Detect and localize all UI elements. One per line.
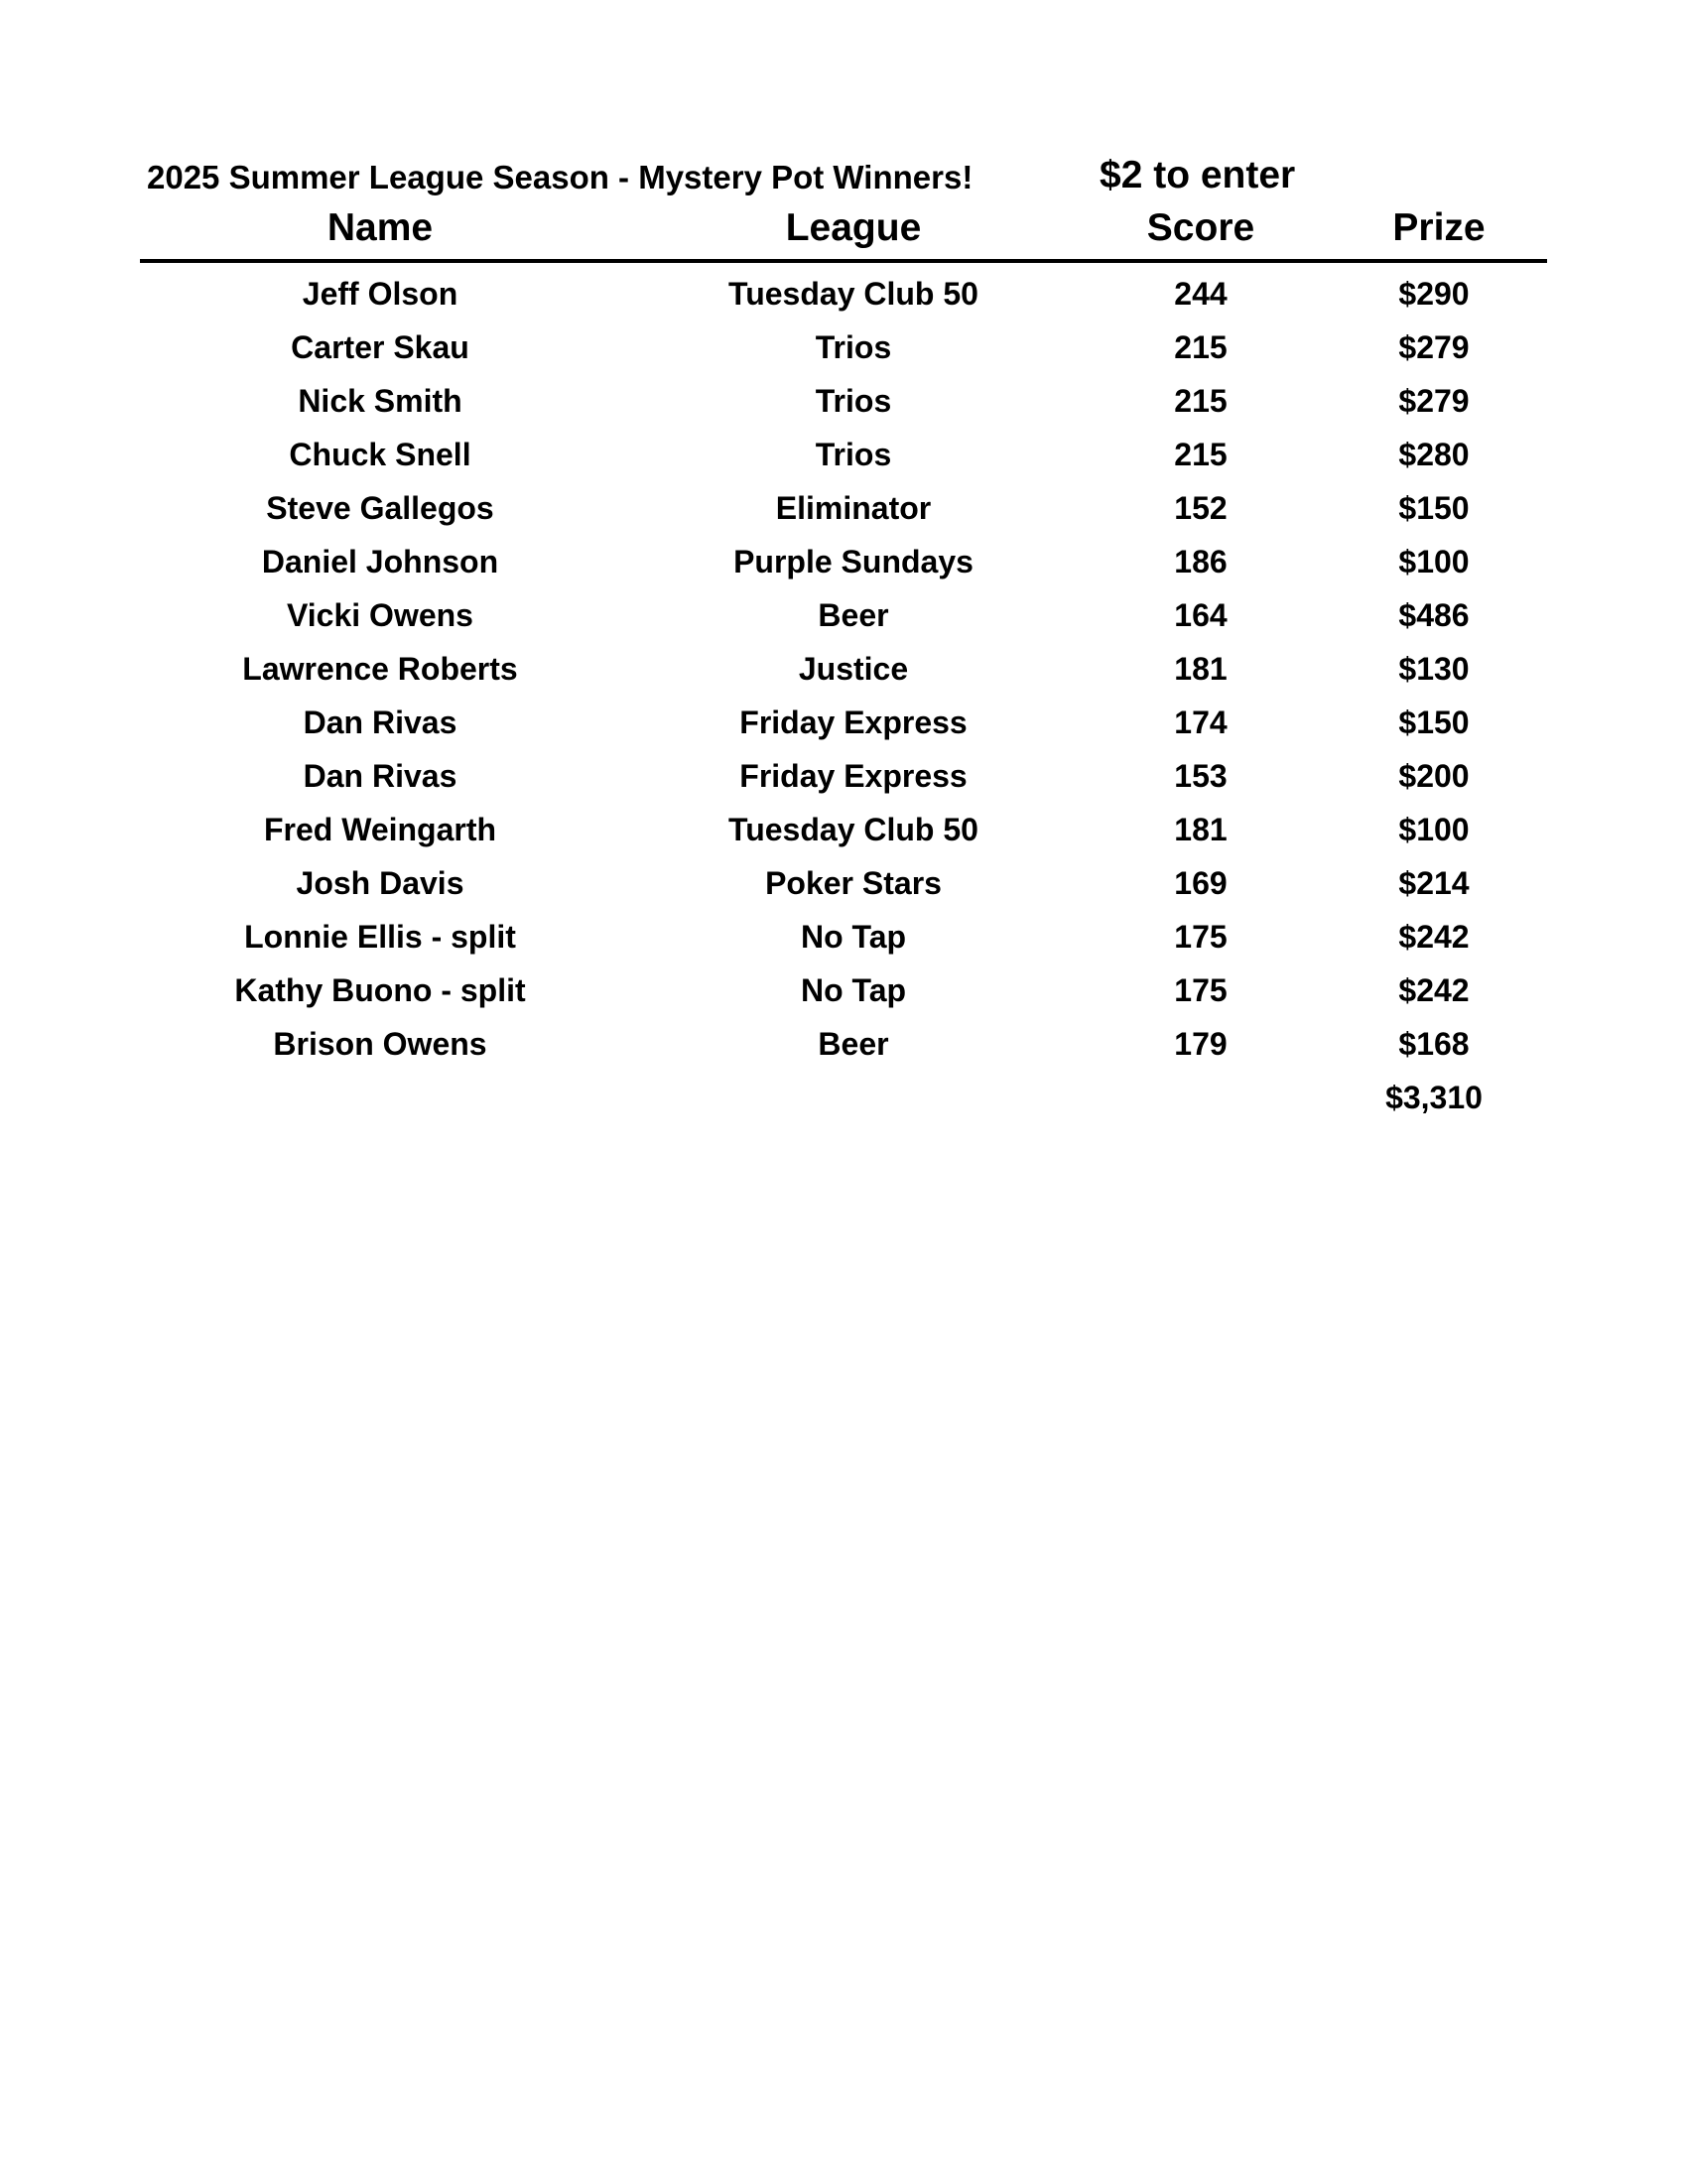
header-league: League bbox=[785, 206, 922, 249]
row-score: 215 bbox=[1174, 329, 1228, 365]
row-score: 244 bbox=[1174, 276, 1228, 312]
row-league: Tuesday Club 50 bbox=[728, 812, 978, 847]
row-score: 175 bbox=[1174, 919, 1228, 955]
row-league: No Tap bbox=[800, 919, 907, 955]
row-name: Nick Smith bbox=[298, 383, 462, 419]
table-row bbox=[0, 433, 1688, 486]
row-prize: $168 bbox=[1398, 1026, 1470, 1062]
row-league: Beer bbox=[818, 597, 889, 633]
header-name: Name bbox=[326, 206, 434, 249]
row-prize: $150 bbox=[1398, 490, 1470, 526]
table-row bbox=[0, 808, 1688, 861]
table-row bbox=[0, 861, 1688, 915]
table-row bbox=[0, 915, 1688, 968]
row-prize: $280 bbox=[1398, 437, 1470, 472]
row-score: 181 bbox=[1174, 651, 1228, 687]
row-score: 174 bbox=[1174, 705, 1228, 740]
row-league: Tuesday Club 50 bbox=[728, 276, 978, 312]
row-score: 186 bbox=[1174, 544, 1228, 579]
row-prize: $214 bbox=[1398, 865, 1470, 901]
table-row bbox=[0, 701, 1688, 754]
row-name: Dan Rivas bbox=[303, 758, 457, 794]
row-score: 169 bbox=[1174, 865, 1228, 901]
table-row bbox=[0, 272, 1688, 325]
table-row bbox=[0, 1022, 1688, 1076]
row-name: Brison Owens bbox=[273, 1026, 487, 1062]
row-prize: $130 bbox=[1398, 651, 1470, 687]
row-score: 152 bbox=[1174, 490, 1228, 526]
row-name: Lawrence Roberts bbox=[242, 651, 518, 687]
table-row bbox=[0, 486, 1688, 540]
row-league: Trios bbox=[815, 329, 892, 365]
table-row bbox=[0, 540, 1688, 593]
row-score: 153 bbox=[1174, 758, 1228, 794]
row-name: Daniel Johnson bbox=[261, 544, 499, 579]
row-name: Chuck Snell bbox=[289, 437, 471, 472]
row-score: 175 bbox=[1174, 972, 1228, 1008]
row-name: Fred Weingarth bbox=[263, 812, 497, 847]
document-title: 2025 Summer League Season - Mystery Pot Winners! bbox=[147, 159, 974, 195]
row-league: Friday Express bbox=[739, 705, 968, 740]
row-score: 179 bbox=[1174, 1026, 1228, 1062]
row-league: Eliminator bbox=[775, 490, 932, 526]
table-row bbox=[0, 647, 1688, 701]
winners-table-body bbox=[0, 272, 1688, 1076]
row-prize: $242 bbox=[1398, 972, 1470, 1008]
row-name: Carter Skau bbox=[291, 329, 469, 365]
entry-fee-note: $2 to enter bbox=[1100, 154, 1296, 196]
row-league: Beer bbox=[818, 1026, 889, 1062]
row-prize: $200 bbox=[1398, 758, 1470, 794]
table-row bbox=[0, 968, 1688, 1022]
row-name: Jeff Olson bbox=[302, 276, 458, 312]
row-name: Vicki Owens bbox=[287, 597, 473, 633]
row-name: Lonnie Ellis - split bbox=[244, 919, 516, 955]
row-score: 181 bbox=[1174, 812, 1228, 847]
table-row bbox=[0, 379, 1688, 433]
row-prize: $100 bbox=[1398, 544, 1470, 579]
row-name: Steve Gallegos bbox=[266, 490, 494, 526]
row-league: Trios bbox=[815, 383, 892, 419]
table-row bbox=[0, 754, 1688, 808]
row-prize: $242 bbox=[1398, 919, 1470, 955]
row-prize: $279 bbox=[1398, 329, 1470, 365]
table-row bbox=[0, 325, 1688, 379]
header-score: Score bbox=[1146, 206, 1255, 249]
row-score: 215 bbox=[1174, 437, 1228, 472]
row-prize: $100 bbox=[1398, 812, 1470, 847]
row-league: Purple Sundays bbox=[733, 544, 974, 579]
table-row bbox=[0, 593, 1688, 647]
header-divider bbox=[140, 259, 1547, 263]
table-header-row bbox=[0, 206, 1688, 256]
row-score: 215 bbox=[1174, 383, 1228, 419]
row-prize: $150 bbox=[1398, 705, 1470, 740]
row-league: No Tap bbox=[800, 972, 907, 1008]
row-league: Trios bbox=[815, 437, 892, 472]
header-prize: Prize bbox=[1392, 206, 1486, 249]
row-score: 164 bbox=[1174, 597, 1228, 633]
row-prize: $290 bbox=[1398, 276, 1470, 312]
row-name: Dan Rivas bbox=[303, 705, 457, 740]
total-prize: $3,310 bbox=[1385, 1080, 1483, 1115]
row-prize: $486 bbox=[1398, 597, 1470, 633]
row-league: Poker Stars bbox=[765, 865, 942, 901]
row-league: Justice bbox=[798, 651, 909, 687]
row-name: Josh Davis bbox=[296, 865, 464, 901]
row-league: Friday Express bbox=[739, 758, 968, 794]
row-name: Kathy Buono - split bbox=[234, 972, 526, 1008]
row-prize: $279 bbox=[1398, 383, 1470, 419]
